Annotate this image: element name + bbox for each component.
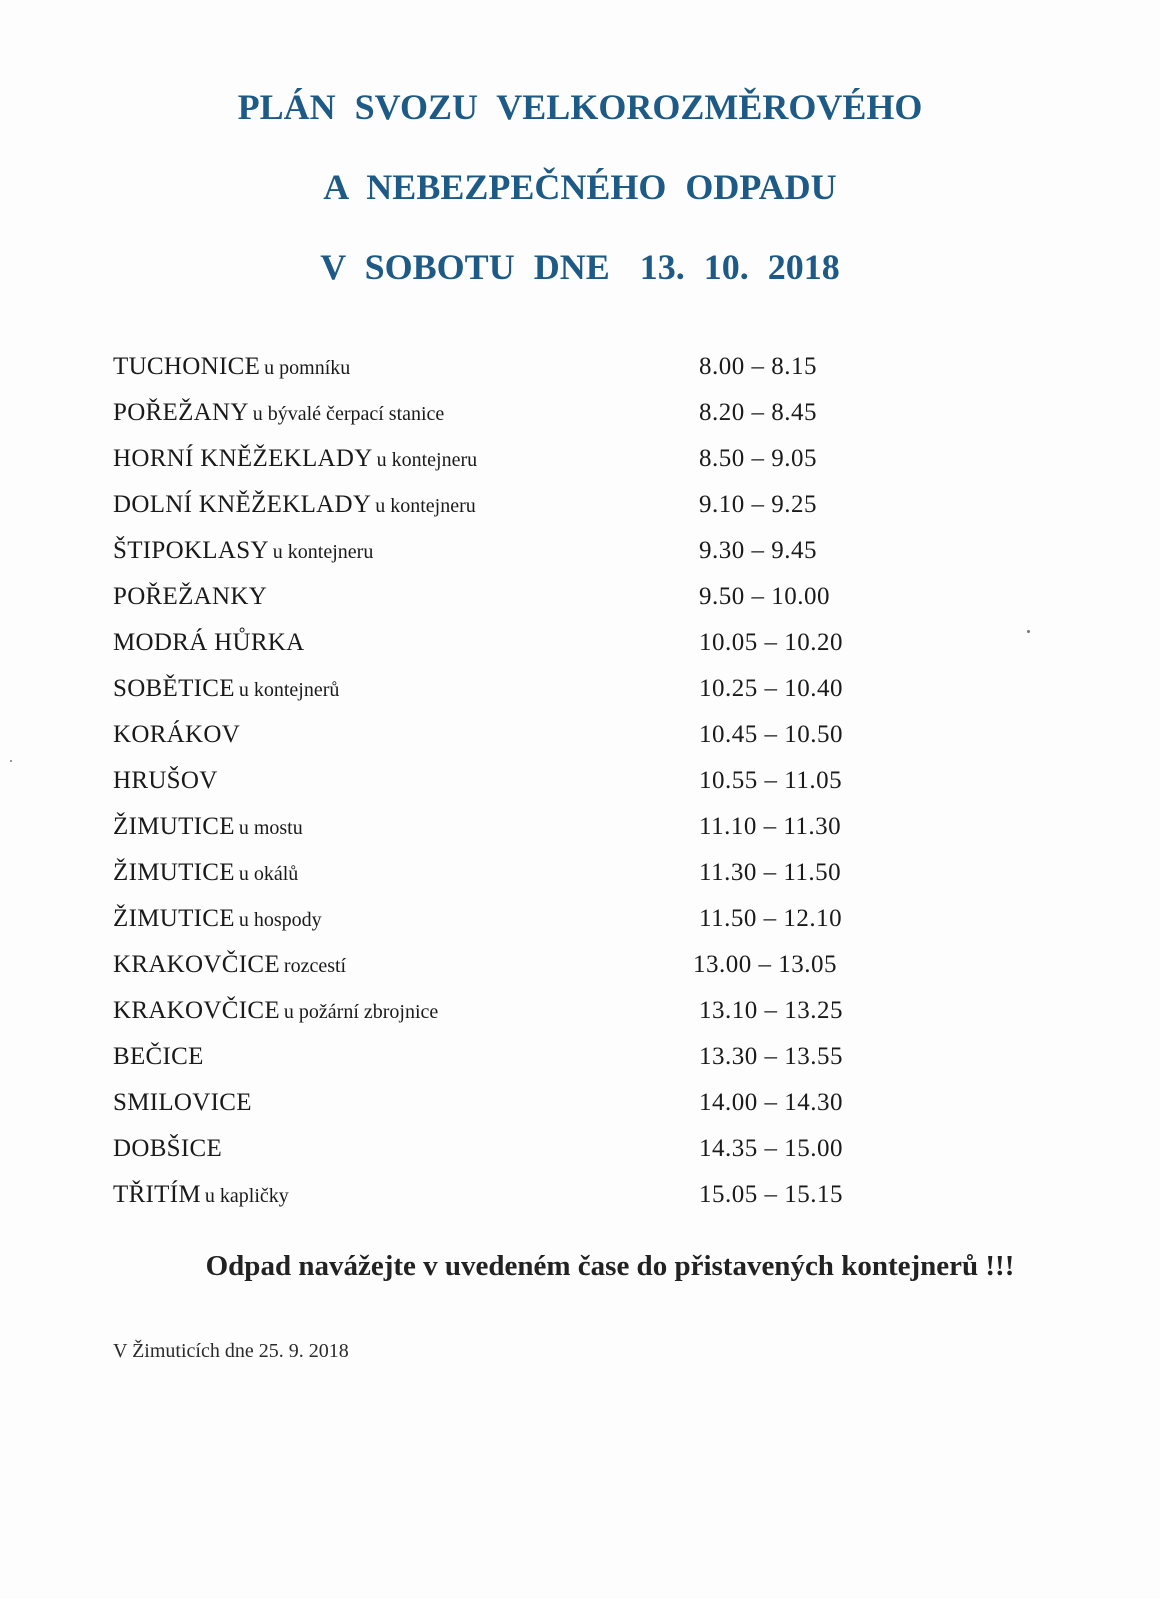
schedule-place xyxy=(113,1176,289,1215)
schedule-row xyxy=(113,486,873,532)
notice-text: Odpad navážejte v uvedeném čase do přistavených kontejnerů !!! xyxy=(205,1250,1015,1282)
schedule-place xyxy=(113,440,477,479)
schedule-time: 13.30 – 13.55 xyxy=(699,1043,843,1070)
schedule-place xyxy=(113,716,240,754)
schedule-time: 8.00 – 8.15 xyxy=(699,353,817,380)
schedule-row xyxy=(113,1084,873,1130)
title-day-label: V SOBOTU DNE xyxy=(320,247,610,287)
title-line-2: A NEBEZPEČNÉHO ODPADU xyxy=(323,167,837,207)
schedule-time: 9.30 – 9.45 xyxy=(699,537,817,564)
place-note: u kontejneru xyxy=(272,541,374,563)
schedule-row xyxy=(113,1038,873,1084)
scan-speck xyxy=(1027,630,1030,633)
schedule-row xyxy=(113,808,873,854)
schedule-time: 13.00 – 13.05 xyxy=(693,951,837,978)
schedule-place xyxy=(113,624,305,662)
schedule-time: 13.10 – 13.25 xyxy=(699,997,843,1024)
schedule-place xyxy=(113,1130,222,1168)
place-name: ŽIMUTICE xyxy=(113,905,235,932)
schedule-place xyxy=(113,348,350,387)
place-note: u bývalé čerpací stanice xyxy=(252,403,445,425)
schedule-time: 8.20 – 8.45 xyxy=(699,399,817,426)
footer-place-date: V Žimuticích dne 25. 9. 2018 xyxy=(113,1340,349,1362)
schedule-row xyxy=(113,762,873,808)
place-note: u kontejneru xyxy=(376,449,478,471)
place-name: DOBŠICE xyxy=(113,1135,223,1162)
place-note: u hospody xyxy=(238,909,322,931)
place-note: u mostu xyxy=(238,817,303,839)
schedule-place xyxy=(113,532,373,571)
schedule-row xyxy=(113,1176,873,1222)
place-note: rozcestí xyxy=(283,955,347,977)
place-name: ŠTIPOKLASY xyxy=(113,537,269,564)
place-name: HRUŠOV xyxy=(113,767,218,794)
schedule-row xyxy=(113,900,873,946)
place-name: KRAKOVČICE xyxy=(113,997,280,1024)
schedule-row xyxy=(113,348,873,394)
scan-speck xyxy=(10,760,12,762)
schedule-row xyxy=(113,1130,873,1176)
place-note: u okálů xyxy=(238,863,299,885)
schedule-place xyxy=(113,394,444,433)
schedule-time: 15.05 – 15.15 xyxy=(699,1181,843,1208)
place-name: ŽIMUTICE xyxy=(113,813,235,840)
schedule-place xyxy=(113,1084,252,1122)
place-name: KORÁKOV xyxy=(113,721,241,748)
schedule-place xyxy=(113,578,267,616)
schedule-time: 11.10 – 11.30 xyxy=(699,813,842,840)
place-name: KRAKOVČICE xyxy=(113,951,280,978)
schedule-row xyxy=(113,946,873,992)
place-name: HORNÍ KNĚŽEKLADY xyxy=(113,445,373,472)
collection-schedule xyxy=(113,348,873,1222)
schedule-row xyxy=(113,578,873,624)
schedule-place xyxy=(113,808,303,847)
schedule-time: 9.50 – 10.00 xyxy=(699,583,830,610)
place-name: POŘEŽANKY xyxy=(113,583,268,610)
title-line-3 xyxy=(0,246,1160,288)
schedule-time: 10.05 – 10.20 xyxy=(699,629,843,656)
schedule-row xyxy=(113,532,873,578)
schedule-row xyxy=(113,440,873,486)
schedule-time: 8.50 – 9.05 xyxy=(699,445,817,472)
place-name: TUCHONICE xyxy=(113,353,261,380)
schedule-row xyxy=(113,394,873,440)
schedule-place xyxy=(113,854,298,893)
schedule-row xyxy=(113,624,873,670)
title-date: 13. 10. 2018 xyxy=(639,247,840,287)
schedule-place xyxy=(113,486,476,525)
place-name: BEČICE xyxy=(113,1043,204,1070)
schedule-place xyxy=(113,900,322,939)
place-name: SOBĚTICE xyxy=(113,675,235,702)
place-name: POŘEŽANY xyxy=(113,399,249,426)
place-name: TŘITÍM xyxy=(113,1181,201,1208)
schedule-place xyxy=(113,762,218,800)
schedule-time: 11.50 – 12.10 xyxy=(699,905,843,932)
schedule-place xyxy=(113,946,346,985)
place-name: DOLNÍ KNĚŽEKLADY xyxy=(113,491,372,518)
schedule-time: 10.25 – 10.40 xyxy=(699,675,843,702)
schedule-row xyxy=(113,670,873,716)
schedule-row xyxy=(113,716,873,762)
schedule-time: 10.55 – 11.05 xyxy=(699,767,843,794)
schedule-row xyxy=(113,992,873,1038)
schedule-time: 14.00 – 14.30 xyxy=(699,1089,843,1116)
schedule-time: 10.45 – 10.50 xyxy=(699,721,843,748)
place-note: u kapličky xyxy=(204,1185,289,1207)
schedule-place xyxy=(113,992,438,1031)
place-note: u kontejneru xyxy=(375,495,476,517)
place-name: SMILOVICE xyxy=(113,1089,252,1116)
place-note: u pomníku xyxy=(264,357,351,379)
place-note: u kontejnerů xyxy=(238,679,340,701)
place-name: ŽIMUTICE xyxy=(113,859,235,886)
schedule-place xyxy=(113,1038,204,1076)
place-name: MODRÁ HŮRKA xyxy=(113,629,305,656)
schedule-place xyxy=(113,670,339,709)
place-note: u požární zbrojnice xyxy=(283,1001,439,1023)
schedule-row xyxy=(113,854,873,900)
schedule-time: 14.35 – 15.00 xyxy=(699,1135,843,1162)
title-line-1: PLÁN SVOZU VELKOROZMĚROVÉHO xyxy=(237,87,923,127)
schedule-time: 11.30 – 11.50 xyxy=(699,859,842,886)
schedule-time: 9.10 – 9.25 xyxy=(699,491,817,518)
